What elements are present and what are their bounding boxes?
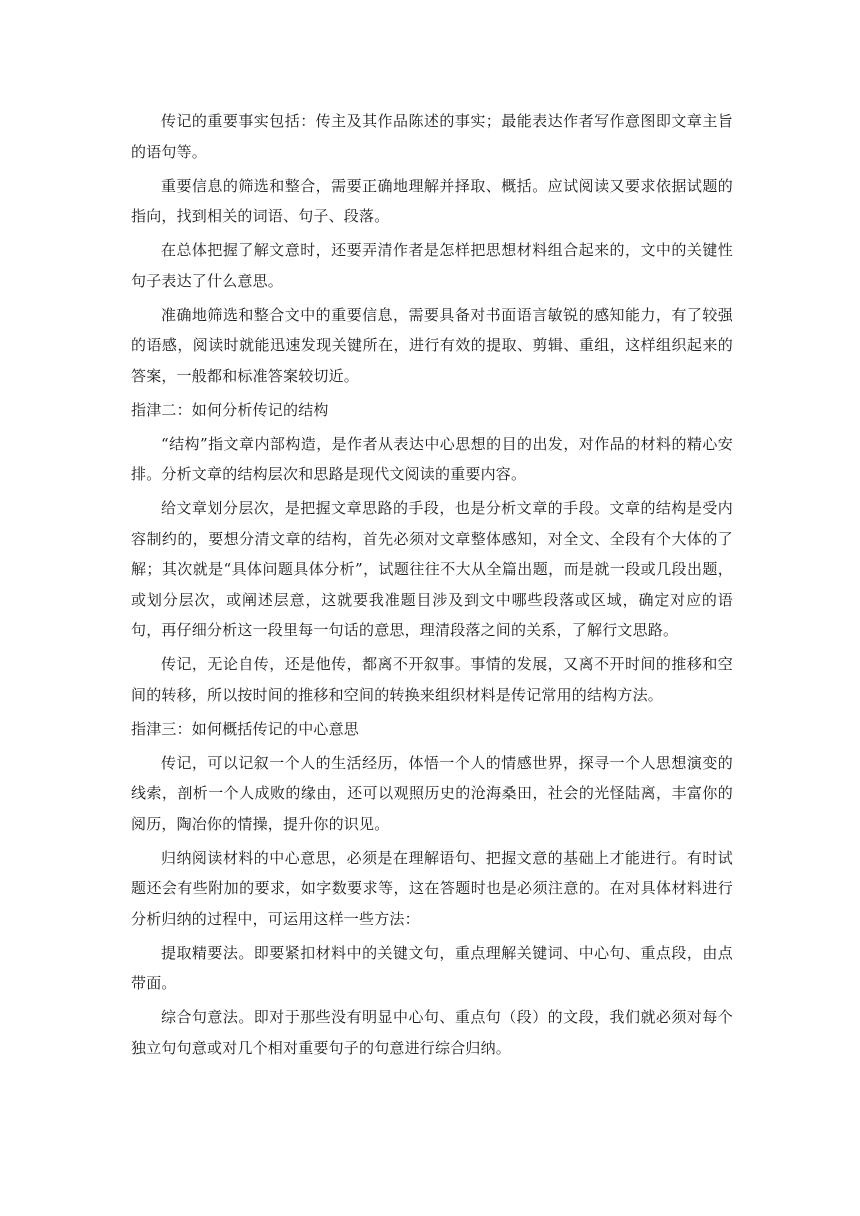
paragraph-10: 提取精要法。即要紧扣材料中的关键文句，重点理解关键词、中心句、重点段，由点带面。 — [131, 943, 733, 992]
paragraph-2: 重要信息的筛选和整合，需要正确地理解并择取、概括。应试阅读又要求依据试题的指向，找到相关的词语、句子、段落。 — [131, 176, 733, 225]
paragraph-5: “结构”指文章内部构造，是作者从表达中心思想的目的出发，对作品的材料的精心安排。分析文章的结构层次和思路是现代文阅读的重要内容。 — [131, 434, 733, 483]
paragraph-8: 传记，可以记叙一个人的生活经历，体悟一个人的情感世界，探寻一个人思想演变的线索，剖析一个人成败的缘由，还可以观照历史的沧海桑田，社会的光怪陆离，丰富你的阅历，陶冶你的情操，提升你的识见。 — [131, 753, 733, 833]
section-heading-3: 指津三：如何概括传记的中心意思 — [131, 719, 360, 738]
section-heading-2: 指津二：如何分析传记的结构 — [131, 400, 329, 419]
paragraph-7: 传记，无论自传，还是他传，都离不开叙事。事情的发展，又离不开时间的推移和空间的转移，所以按时间的推移和空间的转换来组织材料是传记常用的结构方法。 — [131, 655, 733, 704]
paragraph-4: 准确地筛选和整合文中的重要信息，需要具备对书面语言敏锐的感知能力，有了较强的语感，阅读时就能迅速发现关键所在，进行有效的提取、剪辑、重组，这样组织起来的答案，一般都和标准答案较切近。 — [131, 305, 733, 385]
paragraph-11: 综合句意法。即对于那些没有明显中心句、重点句（段）的文段，我们就必须对每个独立句句意或对几个相对重要句子的句意进行综合归纳。 — [131, 1008, 733, 1057]
paragraph-6: 给文章划分层次，是把握文章思路的手段，也是分析文章的手段。文章的结构是受内容制约的，要想分清文章的结构，首先必须对文章整体感知，对全文、全段有个大体的了解；其次就是“具体问题具体分析”，试题往往不大从全篇出题，而是就一段或几段出题，或划分层次，或阐述层意，这就要我准题目涉及到文中哪些段落或区域，确定对应的语句，再仔细分析这一段里每一句话的意思，理清段落之间的关系，了解行文思路。 — [131, 499, 733, 639]
paragraph-9: 归纳阅读材料的中心意思，必须是在理解语句、把握文意的基础上才能进行。有时试题还会有些附加的要求，如字数要求等，这在答题时也是必须注意的。在对具体材料进行分析归纳的过程中，可运用这样一些方法： — [131, 848, 733, 928]
document-page — [131, 106, 733, 1067]
paragraph-3: 在总体把握了解文意时，还要弄清作者是怎样把思想材料组合起来的，文中的关键性句子表达了什么意思。 — [131, 241, 733, 290]
paragraph-1: 传记的重要事实包括：传主及其作品陈述的事实；最能表达作者写作意图即文章主旨的语句等。 — [131, 112, 733, 161]
